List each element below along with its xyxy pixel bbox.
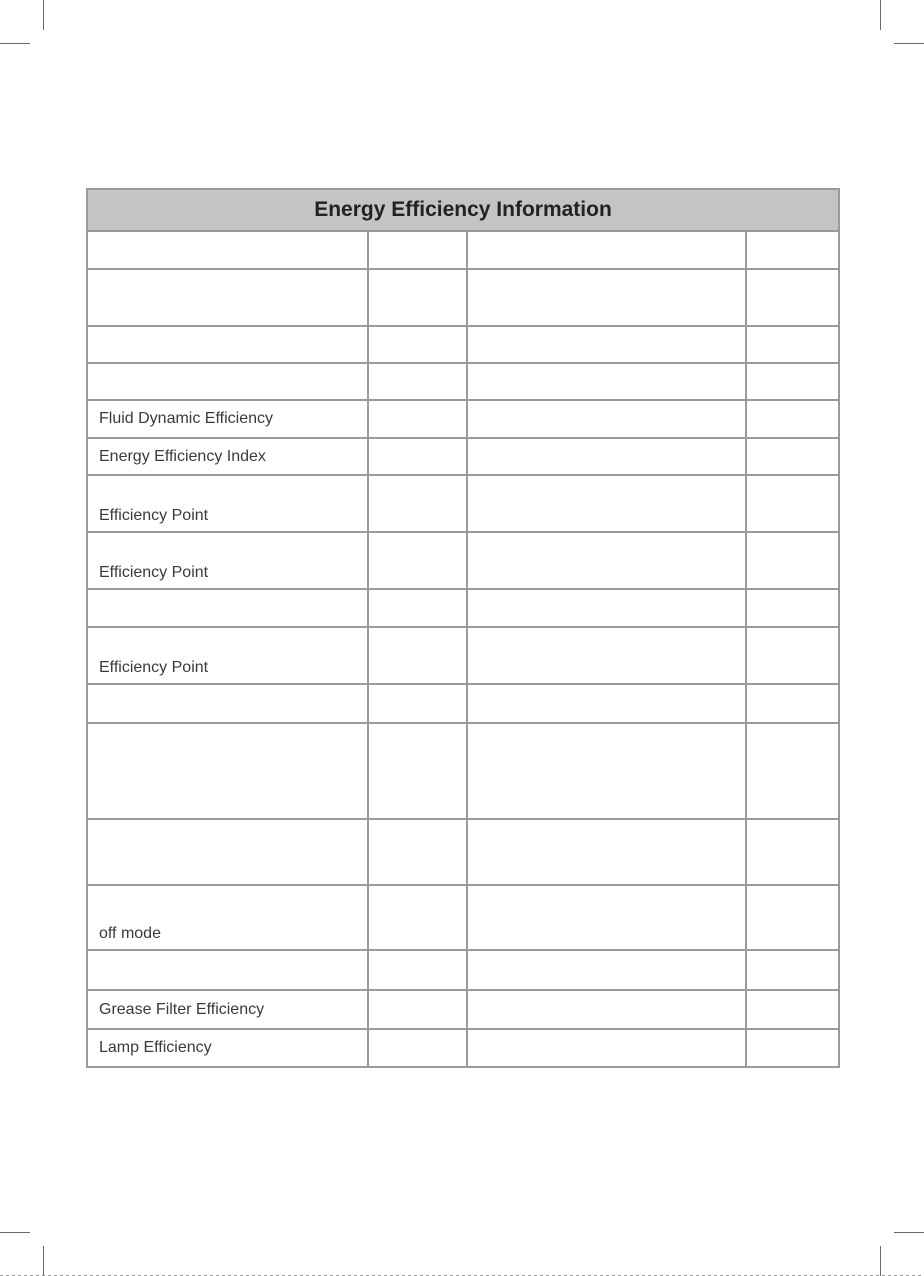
table-row [87, 400, 839, 438]
empty-cell [467, 326, 746, 363]
row-label [87, 950, 368, 990]
empty-cell [467, 885, 746, 950]
empty-cell [467, 269, 746, 326]
row-label: Efficiency Point [87, 627, 368, 684]
row-label [87, 819, 368, 885]
row-label: Lamp Efficiency [87, 1029, 368, 1067]
row-label [87, 589, 368, 627]
row-label: Efficiency Point [87, 532, 368, 589]
empty-cell [467, 990, 746, 1029]
table-row [87, 532, 839, 589]
empty-cell [368, 400, 467, 438]
table-row [87, 1029, 839, 1067]
empty-cell [746, 400, 839, 438]
empty-cell [368, 589, 467, 627]
empty-cell [467, 363, 746, 400]
table-body [87, 231, 839, 1067]
crop-mark-top-right-vertical [880, 0, 881, 30]
empty-cell [368, 684, 467, 723]
table-row [87, 819, 839, 885]
crop-mark-top-left-vertical [43, 0, 44, 30]
empty-cell [467, 950, 746, 990]
table-row [87, 627, 839, 684]
empty-cell [746, 627, 839, 684]
empty-cell [746, 684, 839, 723]
empty-cell [467, 532, 746, 589]
empty-cell [467, 819, 746, 885]
row-label [87, 326, 368, 363]
empty-cell [746, 532, 839, 589]
row-label [87, 269, 368, 326]
table-row [87, 723, 839, 819]
crop-mark-bottom-left-vertical [43, 1246, 44, 1276]
empty-cell [368, 532, 467, 589]
table-row [87, 231, 839, 269]
empty-cell [467, 627, 746, 684]
empty-cell [746, 438, 839, 475]
table-row [87, 269, 839, 326]
empty-cell [368, 269, 467, 326]
empty-cell [368, 819, 467, 885]
empty-cell [746, 723, 839, 819]
empty-cell [467, 475, 746, 532]
empty-cell [746, 231, 839, 269]
row-label: Fluid Dynamic Efficiency [87, 400, 368, 438]
row-label [87, 684, 368, 723]
empty-cell [746, 589, 839, 627]
empty-cell [368, 363, 467, 400]
empty-cell [746, 819, 839, 885]
empty-cell [368, 326, 467, 363]
empty-cell [467, 589, 746, 627]
empty-cell [368, 950, 467, 990]
energy-efficiency-table [86, 188, 840, 1068]
empty-cell [746, 363, 839, 400]
table-row [87, 475, 839, 532]
crop-mark-bottom-right-vertical [880, 1246, 881, 1276]
row-label: Energy Efficiency Index [87, 438, 368, 475]
empty-cell [467, 231, 746, 269]
empty-cell [467, 438, 746, 475]
row-label: Grease Filter Efficiency [87, 990, 368, 1029]
empty-cell [746, 326, 839, 363]
empty-cell [746, 1029, 839, 1067]
empty-cell [368, 231, 467, 269]
crop-mark-bottom-left-horizontal [0, 1232, 30, 1233]
empty-cell [368, 885, 467, 950]
row-label [87, 723, 368, 819]
row-label [87, 231, 368, 269]
table-row [87, 363, 839, 400]
empty-cell [368, 990, 467, 1029]
empty-cell [746, 475, 839, 532]
row-label [87, 363, 368, 400]
empty-cell [467, 684, 746, 723]
crop-mark-top-left-horizontal [0, 43, 30, 44]
empty-cell [746, 990, 839, 1029]
empty-cell [467, 400, 746, 438]
table-title-row [87, 189, 839, 231]
empty-cell [368, 438, 467, 475]
empty-cell [368, 1029, 467, 1067]
empty-cell [368, 723, 467, 819]
empty-cell [368, 475, 467, 532]
crop-mark-top-right-horizontal [894, 43, 924, 44]
table-title: Energy Efficiency Information [87, 189, 839, 231]
table-row [87, 326, 839, 363]
empty-cell [746, 950, 839, 990]
empty-cell [467, 723, 746, 819]
row-label: off mode [87, 885, 368, 950]
table-row [87, 885, 839, 950]
empty-cell [467, 1029, 746, 1067]
table-row [87, 589, 839, 627]
table-row [87, 950, 839, 990]
row-label: Efficiency Point [87, 475, 368, 532]
empty-cell [746, 269, 839, 326]
crop-mark-bottom-right-horizontal [894, 1232, 924, 1233]
empty-cell [368, 627, 467, 684]
table-row [87, 684, 839, 723]
empty-cell [746, 885, 839, 950]
table-row [87, 990, 839, 1029]
table-row [87, 438, 839, 475]
